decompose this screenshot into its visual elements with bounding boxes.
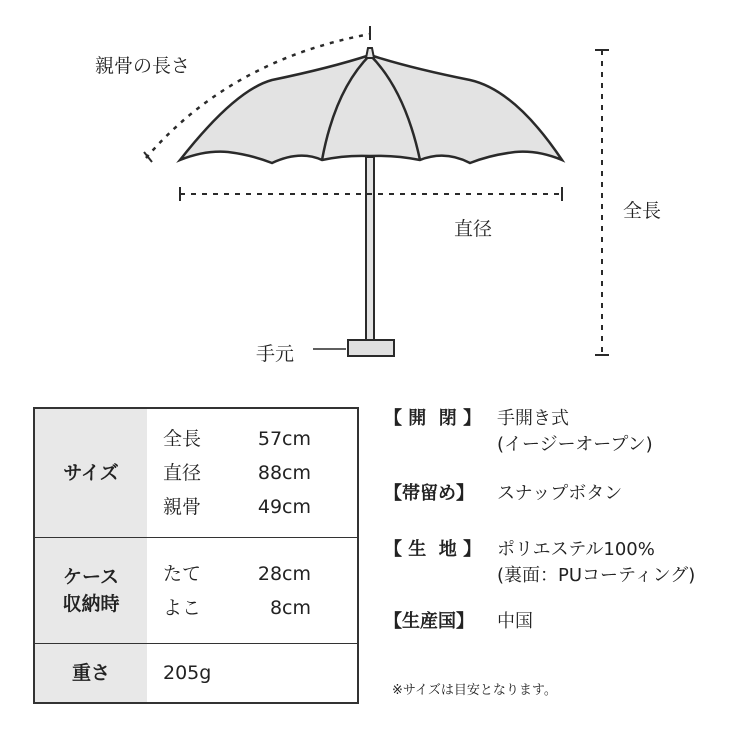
handle-label: 手元 [256,343,295,365]
info-key: 【 生 地 】 [384,539,482,560]
spec-row-size [35,409,357,537]
spec-row-case [35,537,357,643]
info-origin [384,609,533,635]
umbrella-handle [348,340,394,356]
info-value: ポリエステル100% [497,539,655,560]
total-length-label: 全長 [623,200,662,222]
info-value: (イージーオープン) [497,434,653,455]
spec-label: 親骨 [163,496,202,518]
umbrella-shaft [366,157,374,341]
spec-values-size [147,409,357,537]
info-value: (裏面：PUコーティング) [497,565,696,586]
spec-row-weight [35,643,357,702]
spec-label: たて [163,562,202,585]
size-note: ※サイズは目安となります。 [392,683,557,698]
spec-value: 57cm [257,428,311,450]
spec-value: 49cm [257,496,311,518]
spec-key-case [35,538,147,643]
spec-value: 28cm [257,562,311,585]
spec-value-weight: 205g [163,662,212,684]
info-value: 中国 [497,611,533,632]
info-open-close [384,406,653,458]
spec-key-line: ケース [62,565,120,588]
rib-length-label: 親骨の長さ [95,55,191,77]
info-strap [384,481,622,507]
info-fabric [384,537,695,589]
spec-key-size: サイズ [35,409,147,537]
spec-values-case [147,538,357,643]
info-value: スナップボタン [497,483,623,504]
spec-key-line: 収納時 [62,592,120,615]
spec-label: 直径 [163,462,202,484]
info-key: 【生産国】 [384,611,474,632]
info-value: 手開き式 [497,408,569,429]
spec-label: 全長 [163,428,202,450]
diameter-label: 直径 [454,218,493,240]
spec-table [33,407,359,704]
spec-label: よこ [163,596,202,619]
info-key: 【帯留め】 [384,483,474,504]
info-key: 【 開 閉 】 [384,408,482,429]
spec-value: 8cm [269,596,311,619]
umbrella-canopy [180,55,562,163]
spec-value: 88cm [257,462,311,484]
spec-key-weight: 重さ [35,644,147,702]
